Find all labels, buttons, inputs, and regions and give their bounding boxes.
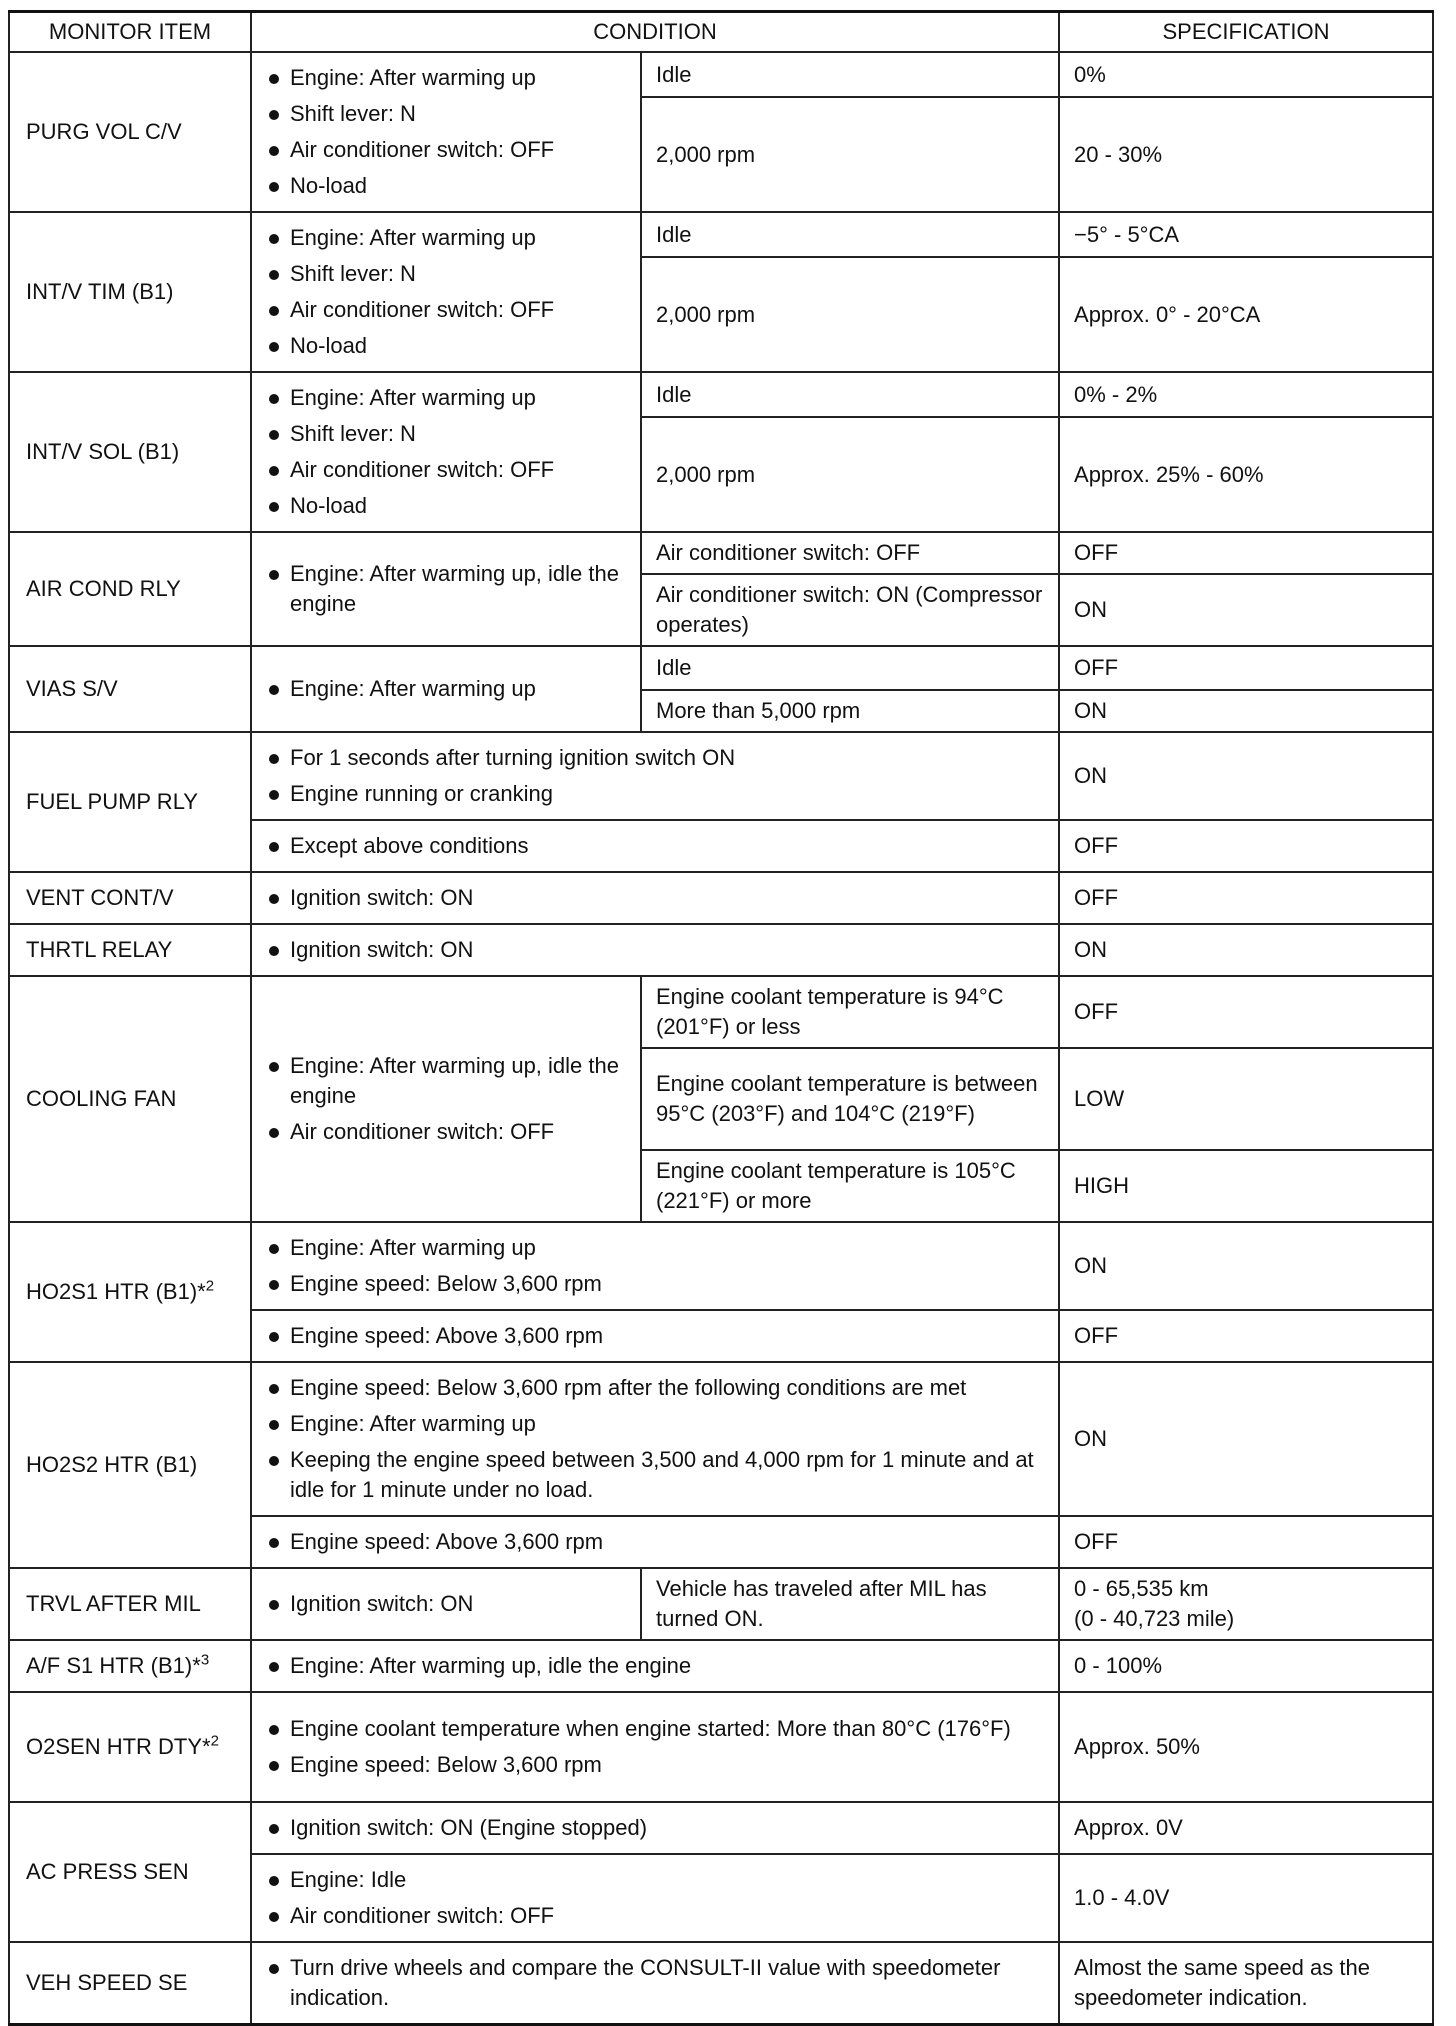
table-row [9,646,1433,690]
specification-value: 0% [1059,52,1433,97]
table-row [9,1942,1433,2025]
condition-bullet: Engine running or cranking [266,779,1044,809]
sub-condition: Idle [641,646,1059,690]
table-row [9,1568,1433,1640]
sub-condition: 2,000 rpm [641,257,1059,372]
table-row [9,1692,1433,1802]
condition-bullet: Engine: After warming up, idle the engine [266,1651,1044,1681]
condition-bullet: Ignition switch: ON (Engine stopped) [266,1813,1044,1843]
monitor-item-label: TRVL AFTER MIL [9,1568,251,1640]
sub-condition: Air conditioner switch: OFF [641,532,1059,574]
condition-bullet: Engine: After warming up [266,1233,1044,1263]
condition-bullet: Air conditioner switch: OFF [266,295,626,325]
condition-bullet: Engine: After warming up [266,1409,1044,1439]
specification-value [1059,1568,1433,1640]
specification-value: OFF [1059,1516,1433,1568]
specification-value: Almost the same speed as the speedometer indication. [1059,1942,1433,2025]
condition-bullets [251,1802,1059,1854]
monitor-item-label [9,1222,251,1362]
sub-condition: Engine coolant temperature is 94°C (201°F) or less [641,976,1059,1048]
condition-bullets [251,646,641,732]
specification-value: ON [1059,690,1433,732]
sub-condition: Engine coolant temperature is between 95°C (203°F) and 104°C (219°F) [641,1048,1059,1150]
specification-value: Approx. 0V [1059,1802,1433,1854]
specification-value: OFF [1059,820,1433,872]
table-row [9,976,1433,1048]
condition-bullet: Air conditioner switch: OFF [266,1117,626,1147]
condition-bullets [251,212,641,372]
specification-value: OFF [1059,976,1433,1048]
monitor-item-label: INT/V SOL (B1) [9,372,251,532]
condition-bullets [251,1568,641,1640]
monitor-spec-table [8,10,1434,2026]
table-row [9,1362,1433,1516]
sub-condition: More than 5,000 rpm [641,690,1059,732]
condition-bullets [251,1942,1059,2025]
table-row [9,1222,1433,1310]
specification-value: Approx. 0° - 20°CA [1059,257,1433,372]
specification-value: ON [1059,1222,1433,1310]
spec-line: 0 - 65,535 km [1074,1576,1209,1601]
specification-value: OFF [1059,646,1433,690]
specification-value: LOW [1059,1048,1433,1150]
monitor-item-label: VIAS S/V [9,646,251,732]
monitor-item-label [9,1640,251,1692]
condition-bullet: Air conditioner switch: OFF [266,1901,1044,1931]
table-row [9,924,1433,976]
condition-bullet: Engine: After warming up, idle the engine [266,559,626,619]
condition-bullet: Engine speed: Below 3,600 rpm [266,1750,1044,1780]
item-text: A/F S1 HTR (B1)* [26,1653,201,1678]
condition-bullet: Ignition switch: ON [266,935,1044,965]
specification-value: ON [1059,574,1433,646]
sub-condition: Vehicle has traveled after MIL has turned ON. [641,1568,1059,1640]
condition-bullet: No-load [266,171,626,201]
condition-bullet: Air conditioner switch: OFF [266,135,626,165]
specification-value: OFF [1059,1310,1433,1362]
condition-bullets [251,1222,1059,1310]
sub-condition: Idle [641,212,1059,257]
condition-bullets [251,1640,1059,1692]
condition-bullets [251,732,1059,820]
header-monitor-item: MONITOR ITEM [9,12,251,53]
monitor-item-label: AC PRESS SEN [9,1802,251,1942]
condition-bullet: No-load [266,331,626,361]
item-text: HO2S1 HTR (B1)* [26,1279,206,1304]
condition-bullets [251,372,641,532]
table-header-row [9,12,1433,53]
condition-bullets [251,52,641,212]
condition-bullets [251,532,641,646]
condition-bullets [251,1310,1059,1362]
condition-bullet: Air conditioner switch: OFF [266,455,626,485]
condition-bullets [251,924,1059,976]
condition-bullet: Engine: After warming up [266,63,626,93]
specification-value: OFF [1059,872,1433,924]
table-row [9,372,1433,417]
condition-bullet: Engine speed: Below 3,600 rpm [266,1269,1044,1299]
specification-value: ON [1059,924,1433,976]
condition-bullet: Ignition switch: ON [266,883,1044,913]
condition-bullet: Engine: After warming up [266,223,626,253]
sub-condition: Idle [641,372,1059,417]
condition-bullets [251,820,1059,872]
table-row [9,52,1433,97]
condition-bullet: Engine speed: Above 3,600 rpm [266,1321,1044,1351]
condition-bullets [251,1362,1059,1516]
item-text: O2SEN HTR DTY* [26,1734,211,1759]
specification-value: 20 - 30% [1059,97,1433,212]
table-row [9,732,1433,820]
specification-value: Approx. 25% - 60% [1059,417,1433,532]
condition-bullets [251,1692,1059,1802]
monitor-item-label: VEH SPEED SE [9,1942,251,2025]
specification-value: −5° - 5°CA [1059,212,1433,257]
condition-bullet: Engine: After warming up, idle the engine [266,1051,626,1111]
table-row [9,872,1433,924]
specification-value: OFF [1059,532,1433,574]
sub-condition: 2,000 rpm [641,97,1059,212]
condition-bullets [251,1516,1059,1568]
monitor-item-label: VENT CONT/V [9,872,251,924]
condition-bullet: Shift lever: N [266,99,626,129]
condition-bullet: Engine speed: Below 3,600 rpm after the following conditions are met [266,1373,1044,1403]
footnote-marker: 2 [210,1732,219,1750]
condition-bullets [251,976,641,1222]
specification-value: 1.0 - 4.0V [1059,1854,1433,1942]
condition-bullet: For 1 seconds after turning ignition switch ON [266,743,1044,773]
monitor-item-label: FUEL PUMP RLY [9,732,251,872]
specification-value: ON [1059,732,1433,820]
condition-bullet: Engine: Idle [266,1865,1044,1895]
specification-value: 0% - 2% [1059,372,1433,417]
condition-bullet: Shift lever: N [266,419,626,449]
condition-bullet: Engine speed: Above 3,600 rpm [266,1527,1044,1557]
sub-condition: 2,000 rpm [641,417,1059,532]
footnote-marker: 2 [205,1277,215,1295]
specification-value: 0 - 100% [1059,1640,1433,1692]
monitor-item-label: INT/V TIM (B1) [9,212,251,372]
condition-bullets [251,1854,1059,1942]
sub-condition: Idle [641,52,1059,97]
sub-condition: Engine coolant temperature is 105°C (221°F) or more [641,1150,1059,1222]
footnote-marker: 3 [200,1651,210,1669]
condition-bullet: Turn drive wheels and compare the CONSULT-II value with speedometer indication. [266,1953,1044,2013]
monitor-item-label: PURG VOL C/V [9,52,251,212]
condition-bullet: Except above conditions [266,831,1044,861]
monitor-item-label: THRTL RELAY [9,924,251,976]
specification-value: HIGH [1059,1150,1433,1222]
condition-bullet: Keeping the engine speed between 3,500 and 4,000 rpm for 1 minute and at idle for 1 minute under no load. [266,1445,1044,1505]
condition-bullet: Engine coolant temperature when engine started: More than 80°C (176°F) [266,1714,1044,1744]
table-row [9,212,1433,257]
monitor-item-label: HO2S2 HTR (B1) [9,1362,251,1568]
condition-bullet: No-load [266,491,626,521]
table-row [9,1802,1433,1854]
table-row [9,532,1433,574]
specification-value: ON [1059,1362,1433,1516]
sub-condition: Air conditioner switch: ON (Compressor operates) [641,574,1059,646]
condition-bullet: Ignition switch: ON [266,1589,626,1619]
table-row [9,1640,1433,1692]
monitor-item-label: COOLING FAN [9,976,251,1222]
monitor-item-label: AIR COND RLY [9,532,251,646]
monitor-item-label [9,1692,251,1802]
condition-bullet: Engine: After warming up [266,674,626,704]
condition-bullet: Shift lever: N [266,259,626,289]
condition-bullets [251,872,1059,924]
header-condition: CONDITION [251,12,1059,53]
header-specification: SPECIFICATION [1059,12,1433,53]
specification-value: Approx. 50% [1059,1692,1433,1802]
spec-line: (0 - 40,723 mile) [1074,1606,1235,1631]
condition-bullet: Engine: After warming up [266,383,626,413]
